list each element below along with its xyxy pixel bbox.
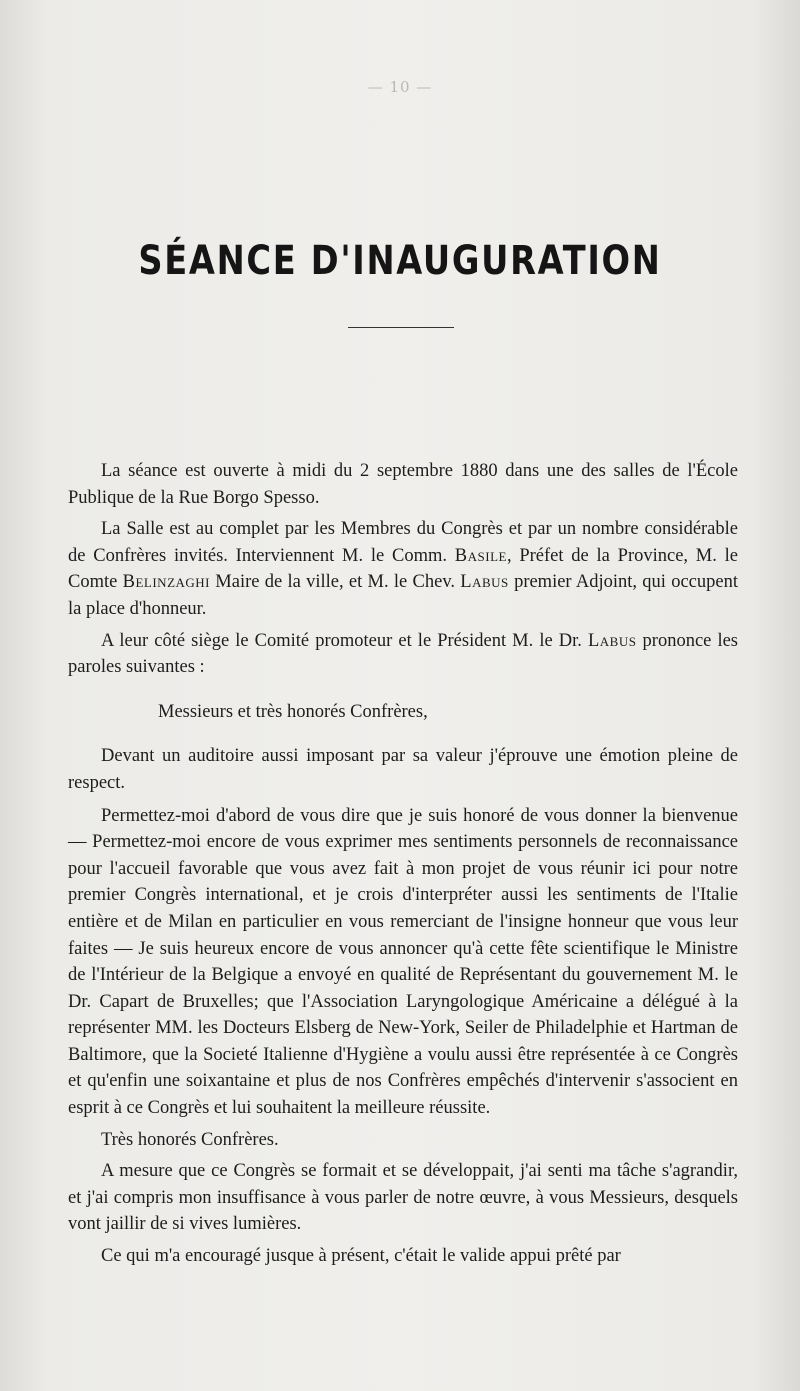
paragraph-emotion: Devant un auditoire aussi imposant par sa valeur j'éprouve une émotion pleine de respect. [68,746,738,793]
paragraph-welcome: Permettez-moi d'abord de vous dire que je suis honoré de vous donner la bienvenue — Permettez-moi encore de vous exprimer mes sentiments personnels de reconnaissance pour l'accueil favorable que vous avez fait à mon projet de vous réunir ici pour notre premier Congrès international, et je crois d'interpréter aussi les sentiments de l'Italie entière et de Milan en particulier en vous remerciant de l'insigne honneur que vous leur faites — Je suis heureux encore de vous annoncer qu'à cette fête scientifique le Ministre de l'Intérieur de la Belgique a envoyé en qualité de Représentant du gouvernement M. le Dr. Capart de Bruxelles; que l'Association Laryngologique Américaine a délégué à la représenter MM. les Docteurs Elsberg de New-York, Seiler de Philadelphie et Hartman de Baltimore, que la Societé Italienne d'Hygiène a voulu aussi être représentée à ce Congrès et qu'enfin une soixantaine et plus de nos Confrères empêchés d'intervenir s'associent en esprit à ce Congrès et lui souhaitent la meilleure réussite. [68,805,738,1119]
page-number: — 10 — [367,78,433,96]
text-run: La Salle est au complet par les Membres du Congrès et par un nombre considérable de Confrères invités. Interviennent M. le Comm. [68,519,738,566]
paragraph-committee [68,628,738,681]
paragraph-attendance [68,516,738,622]
name-labus-president: Labus [587,630,637,651]
text-run: A leur côté siège le Comité promoteur et le Président M. le Dr. [101,630,588,651]
text-run: , Préfet de la Province, M. le Comte [68,545,739,593]
page-title: SÉANCE D'INAUGURATION [138,238,662,284]
salutation: Messieurs et très honorés Confrères, [158,701,428,722]
title-divider [348,327,454,328]
name-basile: Basile [454,545,507,566]
name-belinzaghi: Belinzaghi [122,572,210,593]
paragraph-address: Très honorés Confrères. [101,1129,279,1150]
paragraph-opening: La séance est ouverte à midi du 2 septembre 1880 dans une des salles de l'École Publique de la Rue Borgo Spesso. [68,461,738,508]
name-labus: Labus [460,572,509,593]
text-run: Maire de la ville, et M. le Chev. [210,572,461,593]
text-run: premier Adjoint, qui occupent la place d'honneur. [68,572,738,619]
paragraph-task: A mesure que ce Congrès se formait et se développait, j'ai senti ma tâche s'agrandir, et j'ai compris mon insuffisance à vous parler de notre œuvre, à vous Messieurs, desquels vont jaillir de si vives lumières. [68,1161,738,1235]
text-run: prononce les paroles suivantes : [68,630,738,678]
paragraph-support: Ce qui m'a encouragé jusque à présent, c'était le valide appui prêté par [101,1246,621,1267]
body-text [68,458,738,1275]
